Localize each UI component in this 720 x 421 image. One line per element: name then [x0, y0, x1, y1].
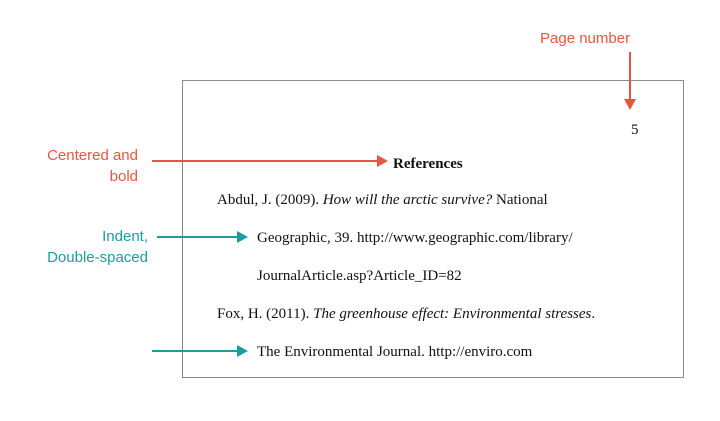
reference-punctuation: . — [591, 306, 596, 322]
reference-entry-1-line-1 — [217, 191, 548, 209]
indent-annotation-line1: Indent, — [102, 228, 148, 245]
page-number-annotation: Page number — [540, 30, 631, 47]
reference-title: How will the arctic survive? — [322, 192, 493, 208]
reference-entry-1-line-2: Geographic, 39. http://www.geographic.com/library/ — [257, 230, 573, 246]
references-heading: References — [393, 156, 463, 172]
indent-annotation-line2: Double-spaced — [47, 249, 148, 266]
reference-entry-2-line-2: The Environmental Journal. http://enviro.com — [257, 344, 533, 360]
centered-bold-annotation-line2: bold — [109, 168, 138, 185]
reference-entry-1-line-3: JournalArticle.asp?Article_ID=82 — [257, 268, 462, 284]
reference-title: The greenhouse effect: Environmental stresses — [313, 306, 592, 322]
indent-annotation — [20, 226, 148, 268]
document-page — [182, 80, 684, 378]
reference-entry-2-line-1 — [217, 305, 595, 323]
reference-source: National — [492, 192, 548, 208]
centered-bold-annotation — [20, 145, 138, 187]
centered-bold-annotation-line1: Centered and — [47, 147, 138, 164]
reference-author: Fox, H. (2011). — [217, 306, 314, 322]
reference-author: Abdul, J. (2009). — [217, 192, 323, 208]
page-number: 5 — [631, 122, 639, 138]
